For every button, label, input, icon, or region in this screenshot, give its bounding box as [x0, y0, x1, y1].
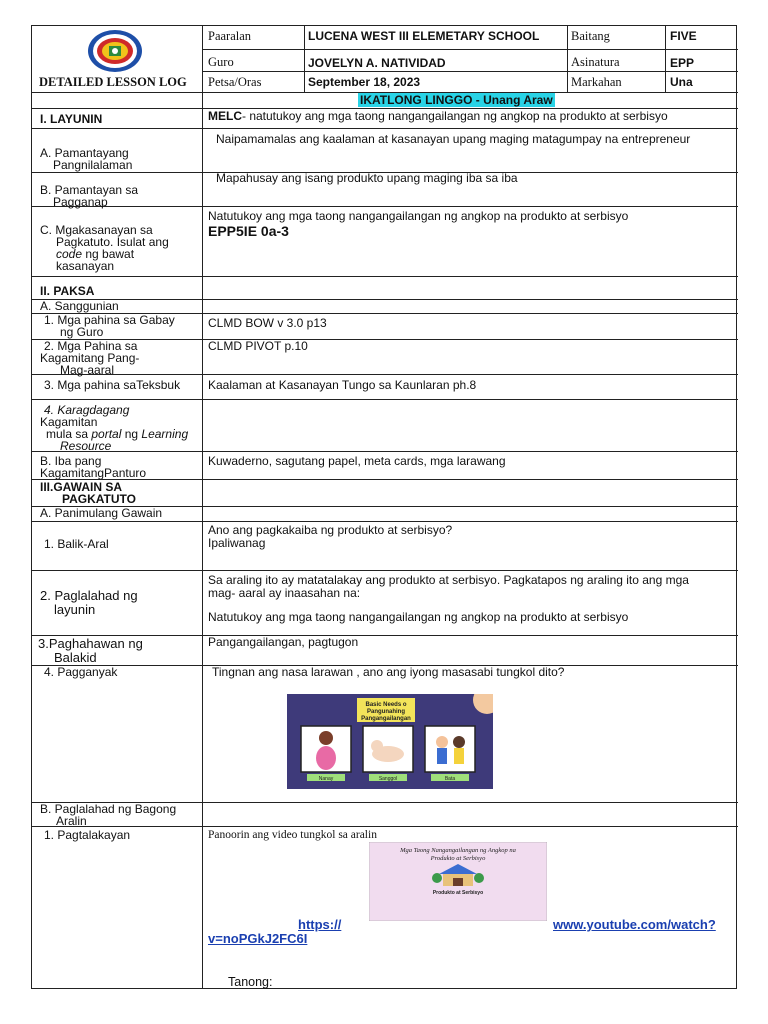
teacher-label: Guro	[208, 55, 234, 69]
karagdagang-label-2: Kagamitan	[40, 415, 98, 429]
pagganyak-label: 4. Pagganyak	[44, 665, 118, 679]
subject-value: EPP	[670, 56, 695, 70]
subject-label: Asinatura	[571, 55, 620, 69]
grid-line	[304, 26, 305, 92]
grid-line	[32, 299, 738, 300]
grid-line	[202, 49, 738, 50]
grid-line	[202, 71, 738, 72]
paglalahad-label-2: layunin	[54, 602, 96, 617]
gabay-label: 1. Mga pahina sa Gabay	[44, 313, 175, 327]
kasanayan-label-2: Pagkatuto. Isulat ang	[56, 235, 169, 249]
school-label: Paaralan	[208, 29, 252, 43]
iba-text: Kuwaderno, sagutang papel, meta cards, mga larawang	[208, 454, 506, 468]
kagamitan-label: 2. Mga Pahina sa	[44, 339, 138, 353]
melc-text: MELC- natutukoy ang mga taong nangangailangan ng angkop na produkto at serbisyo	[208, 109, 668, 123]
kagamitan-text: CLMD PIVOT p.10	[208, 339, 308, 353]
grid-line	[32, 128, 738, 129]
karagdagang-label-3: mula sa portal ng Learning	[46, 427, 189, 441]
iba-label: B. Iba pang	[40, 454, 102, 468]
video-link-part-3[interactable]: v=noPGkJ2FC6I	[208, 931, 308, 946]
kasanayan-label-4: kasanayan	[56, 259, 115, 273]
teacher-value: JOVELYN A. NATIVIDAD	[308, 56, 446, 70]
teksbuk-label: 3. Mga pahina saTeksbuk	[44, 378, 181, 392]
video-thumbnail	[369, 842, 547, 921]
section-paksa: II. PAKSA	[40, 284, 95, 298]
karagdagang-label-4: Resource	[60, 439, 112, 453]
balik-label: 1. Balik-Aral	[44, 537, 109, 551]
sanggunian-label: A. Sanggunian	[40, 299, 119, 313]
date-label: Petsa/Oras	[208, 75, 262, 89]
lesson-log-document	[31, 25, 737, 989]
panimula-label: A. Panimulang Gawain	[40, 506, 163, 520]
video-link-part-2[interactable]: www.youtube.com/watch?	[553, 917, 716, 932]
school-logo	[86, 28, 144, 74]
kagamitan-label-3: Mag-aaral	[60, 363, 115, 377]
pic1-label-sanggol: Sanggol	[378, 776, 398, 782]
week-banner: IKATLONG LINGGO - Unang Araw	[360, 93, 553, 107]
grid-line	[32, 339, 738, 340]
grid-line	[32, 206, 738, 207]
paglalahad-text: Sa araling ito ay matatalakay ang produkto at serbisyo. Pagkatapos ng araling ito ang mga	[208, 573, 689, 587]
pic1-title: Basic Needs o	[365, 702, 407, 708]
grid-line	[32, 276, 738, 277]
grid-line	[665, 26, 666, 92]
kasanayan-text: Natutukoy ang mga taong nangangailangan ng angkop na produkto at serbisyo	[208, 209, 629, 223]
kagamitan-label-2: Kagamitang Pang-	[40, 351, 140, 365]
pic1-label-bata: Bata	[444, 776, 456, 782]
pic2-caption: Produkto at Serbisyo	[432, 890, 484, 896]
grade-label: Baitang	[571, 29, 610, 43]
gabay-label-2: ng Guro	[60, 325, 104, 339]
grade-value: FIVE	[670, 29, 697, 43]
pic1-title-3: Pangangailangan	[361, 716, 411, 722]
pamantayang-label: A. Pamantayang	[40, 146, 129, 160]
tanong-label: Tanong:	[228, 975, 273, 989]
pic1-label-nanay: Nanay	[318, 776, 334, 782]
grid-line	[32, 570, 738, 571]
pamantayang-text: Naipamamalas ang kaalaman at kasanayan upang maging matagumpay na entrepreneur	[216, 132, 691, 146]
pamantayang-label-2: Pangnilalaman	[53, 158, 133, 172]
balik-text-2: Ipaliwanag	[208, 536, 266, 550]
quarter-value: Una	[670, 75, 693, 89]
pagtalakayan-text: Panoorin ang video tungkol sa aralin	[208, 829, 377, 841]
bagong-aralin-label-2: Aralin	[56, 814, 87, 828]
pagganap-label: B. Pamantayan sa	[40, 183, 139, 197]
pic1-title-2: Pangunahing	[367, 709, 405, 715]
grid-line	[32, 826, 738, 827]
paglalahad-text-3: Natutukoy ang mga taong nangangailangan ng angkop na produkto at serbisyo	[208, 610, 629, 624]
gabay-text: CLMD BOW v 3.0 p13	[208, 316, 327, 330]
pagganap-text: Mapahusay ang isang produkto upang maging iba sa iba	[216, 171, 518, 185]
pagganap-label-2: Pagganap	[53, 195, 108, 209]
section-layunin: I. LAYUNIN	[40, 112, 103, 126]
grid-line	[567, 26, 568, 92]
kasanayan-label-3: code ng bawat	[56, 247, 135, 261]
paglalahad-text-2: mag- aaral ay inaasahan na:	[208, 586, 361, 600]
date-value: September 18, 2023	[308, 75, 421, 89]
iba-label-2: KagamitangPanturo	[40, 466, 147, 480]
grid-line	[32, 374, 738, 375]
section-gawain: III.GAWAIN SA	[40, 480, 123, 494]
paghahawan-label-2: Balakid	[54, 650, 97, 665]
basic-needs-picture	[287, 694, 493, 789]
pic2-title-2: Produkto at Serbisyo	[430, 855, 486, 862]
kasanayan-code: EPP5IE 0a-3	[208, 223, 289, 239]
video-link-part-1[interactable]: https://	[298, 917, 342, 932]
doc-title: DETAILED LESSON LOG	[39, 75, 187, 89]
pagtalakayan-label: 1. Pagtalakayan	[44, 828, 131, 842]
school-value: LUCENA WEST III ELEMETARY SCHOOL	[308, 29, 540, 43]
paghahawan-label: 3.Paghahawan ng	[38, 636, 143, 651]
teksbuk-text: Kaalaman at Kasanayan Tungo sa Kaunlaran ph.8	[208, 378, 477, 392]
grid-line	[32, 399, 738, 400]
bagong-aralin-label: B. Paglalahad ng Bagong	[40, 802, 177, 816]
kasanayan-label: C. Mgakasanayan sa	[40, 223, 153, 237]
section-gawain-2: PAGKATUTO	[62, 492, 136, 506]
grid-line	[202, 26, 203, 989]
grid-line	[32, 521, 738, 522]
pic2-title: Mga Taong Nangangailangan ng Angkop na	[400, 847, 516, 854]
quarter-label: Markahan	[571, 75, 622, 89]
balik-text: Ano ang pagkakaiba ng produkto at serbisyo?	[208, 523, 453, 537]
pagganyak-text: Tingnan ang nasa larawan , ano ang iyong masasabi tungkol dito?	[212, 665, 565, 679]
paglalahad-label: 2. Paglalahad ng	[40, 588, 138, 603]
karagdagang-label: 4. Karagdagang	[44, 403, 130, 417]
grid-line	[32, 451, 738, 452]
paghahawan-text: Pangangailangan, pagtugon	[208, 635, 359, 649]
